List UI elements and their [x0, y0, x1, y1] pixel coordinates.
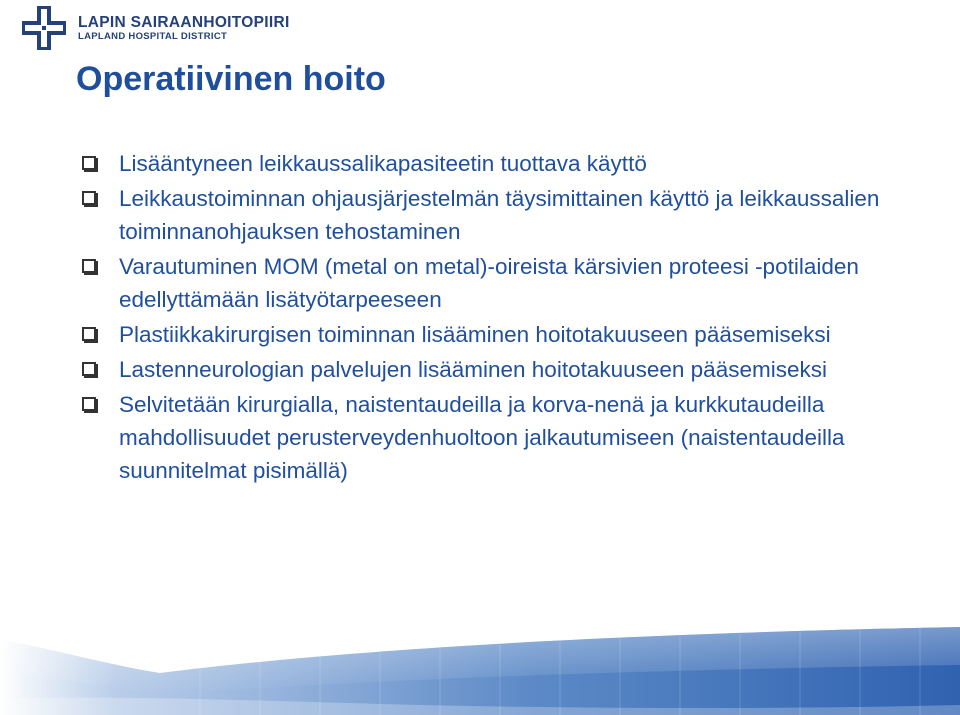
page-title: Operatiivinen hoito — [76, 60, 386, 98]
bullet-text: Lisääntyneen leikkaussalikapasiteetin tuottava käyttö — [119, 151, 647, 176]
bullet-item — [82, 182, 922, 248]
checkbox-icon — [82, 362, 96, 376]
bullet-item — [82, 353, 922, 386]
bullet-text: Lastenneurologian palvelujen lisääminen hoitotakuuseen pääsemiseksi — [119, 357, 827, 382]
logo-text — [78, 14, 290, 43]
checkbox-icon — [82, 327, 96, 341]
bullet-text: Leikkaustoiminnan ohjausjärjestelmän täysimittainen käyttö ja leikkaussalien toiminnanohjauksen tehostaminen — [119, 186, 880, 244]
checkbox-icon — [82, 156, 96, 170]
checkbox-icon — [82, 397, 96, 411]
bullet-item — [82, 147, 922, 180]
logo-name: LAPIN SAIRAANHOITOPIIRI — [78, 14, 290, 31]
logo-subtitle: LAPLAND HOSPITAL DISTRICT — [78, 31, 228, 42]
bullet-text: Varautuminen MOM (metal on metal)-oireista kärsivien proteesi -potilaiden edellyttämään lisätyötarpeeseen — [119, 254, 859, 312]
hospital-logo — [22, 6, 290, 50]
bullet-item — [82, 388, 922, 487]
bullet-text: Plastiikkakirurgisen toiminnan lisääminen hoitotakuuseen pääsemiseksi — [119, 322, 831, 347]
bullet-item — [82, 318, 922, 351]
footer-wave — [0, 625, 960, 715]
checkbox-icon — [82, 259, 96, 273]
cross-logo-icon — [22, 6, 66, 50]
bullet-item — [82, 250, 922, 316]
checkbox-icon — [82, 191, 96, 205]
bullet-text: Selvitetään kirurgialla, naistentaudeilla ja korva-nenä ja kurkkutaudeilla mahdollisuudet perusterveydenhuoltoon jalkautumiseen (naistentaudeilla suunnitelmat pisimällä) — [119, 392, 845, 483]
bullet-list — [82, 147, 922, 489]
